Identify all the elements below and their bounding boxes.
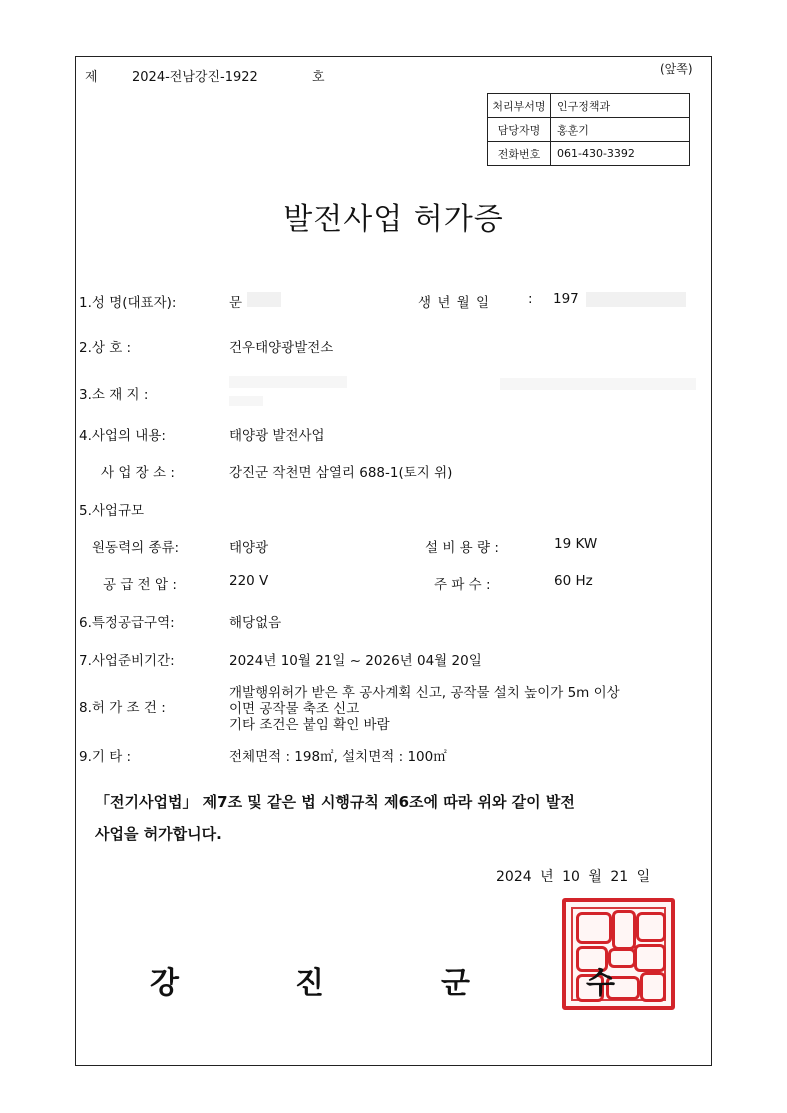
officer-value: 홍훈기 xyxy=(551,118,690,142)
source-label: 원동력의 종류: xyxy=(92,540,180,556)
issuer-char-4: 수 xyxy=(586,966,615,1001)
business-value: 태양광 발전사업 xyxy=(229,428,325,444)
birth-colon: : xyxy=(528,291,533,307)
zone-value: 해당없음 xyxy=(229,615,282,631)
zone-label: 6.특정공급구역: xyxy=(79,615,175,631)
capacity-value: 19 KW xyxy=(554,536,598,552)
issue-year-unit: 년 xyxy=(540,869,554,885)
official-seal xyxy=(562,898,675,1010)
site-value: 강진군 작천면 삼열리 688-1(토지 위) xyxy=(229,465,453,481)
condition-line-3: 기타 조건은 붙임 확인 바람 xyxy=(229,717,390,733)
department-value: 인구정책과 xyxy=(551,94,690,118)
redaction-name xyxy=(247,292,281,307)
frequency-label: 주 파 수 : xyxy=(434,577,491,593)
serial-number: 2024-전남강진-1922 xyxy=(132,70,258,85)
serial-label: 제 xyxy=(85,70,98,85)
office-info-table xyxy=(487,93,690,166)
name-label: 1.성 명(대표자): xyxy=(79,295,177,311)
office-row-department xyxy=(488,94,690,118)
address-label: 3.소 재 지 : xyxy=(79,387,149,403)
phone-value: 061-430-3392 xyxy=(551,142,690,166)
seal-glyph-1 xyxy=(576,912,612,944)
office-row-officer xyxy=(488,118,690,142)
period-label: 7.사업준비기간: xyxy=(79,653,175,669)
seal-glyph-2 xyxy=(612,910,636,950)
issue-day-unit: 일 xyxy=(636,869,651,885)
seal-glyph-6 xyxy=(634,944,666,972)
issue-day: 21 xyxy=(610,869,629,885)
redaction-address-2 xyxy=(500,378,696,390)
redaction-address-1 xyxy=(229,376,347,388)
phone-label: 전화번호 xyxy=(488,142,551,166)
business-label: 4.사업의 내용: xyxy=(79,428,166,444)
issue-month: 10 xyxy=(562,869,580,885)
issuer-char-3: 군 xyxy=(441,966,470,1001)
redaction-address-3 xyxy=(229,396,263,406)
issuer-char-2: 진 xyxy=(295,966,324,1001)
serial-suffix: 호 xyxy=(312,70,325,85)
company-label: 2.상 호 : xyxy=(79,340,132,356)
voltage-value: 220 V xyxy=(229,573,269,589)
voltage-label: 공 급 전 압 : xyxy=(103,577,177,593)
statement-line-1: 「전기사업법」 제7조 및 같은 법 시행규칙 제6조에 따라 위와 같이 발전 xyxy=(95,793,575,811)
issue-date xyxy=(496,866,650,886)
etc-value: 전체면적 : 198㎡, 설치면적 : 100㎡ xyxy=(229,749,447,765)
scale-label: 5.사업규모 xyxy=(79,503,145,519)
issuer-char-1: 강 xyxy=(150,966,179,1001)
seal-glyph-3 xyxy=(636,912,666,942)
redaction-birth xyxy=(586,292,686,307)
etc-label: 9.기 타 : xyxy=(79,749,132,765)
capacity-label: 설 비 용 량 : xyxy=(425,540,499,556)
company-value: 건우태양광발전소 xyxy=(229,340,334,356)
source-value: 태양광 xyxy=(229,540,269,556)
document-title: 발전사업 허가증 xyxy=(283,202,504,237)
office-row-phone xyxy=(488,142,690,166)
name-value: 문 xyxy=(229,295,243,311)
condition-label: 8.허 가 조 건 : xyxy=(79,700,166,716)
period-value: 2024년 10월 21일 ~ 2026년 04월 20일 xyxy=(229,653,482,669)
site-label: 사 업 장 소 : xyxy=(101,465,175,481)
frequency-value: 60 Hz xyxy=(554,573,593,589)
seal-glyph-9 xyxy=(640,972,666,1002)
issue-year: 2024 xyxy=(496,869,532,885)
officer-label: 담당자명 xyxy=(488,118,551,142)
condition-line-1: 개발행위허가 받은 후 공사계획 신고, 공작물 설치 높이가 5m 이상 xyxy=(229,685,620,701)
birth-label: 생 년 월 일 xyxy=(418,295,490,311)
statement-line-2: 사업을 허가합니다. xyxy=(95,825,222,843)
issue-month-unit: 월 xyxy=(588,869,602,885)
birth-value: 197 xyxy=(553,291,579,307)
page-side-note: (앞쪽) xyxy=(660,62,693,76)
condition-line-2: 이면 공작물 축조 신고 xyxy=(229,701,360,717)
department-label: 처리부서명 xyxy=(488,94,551,118)
